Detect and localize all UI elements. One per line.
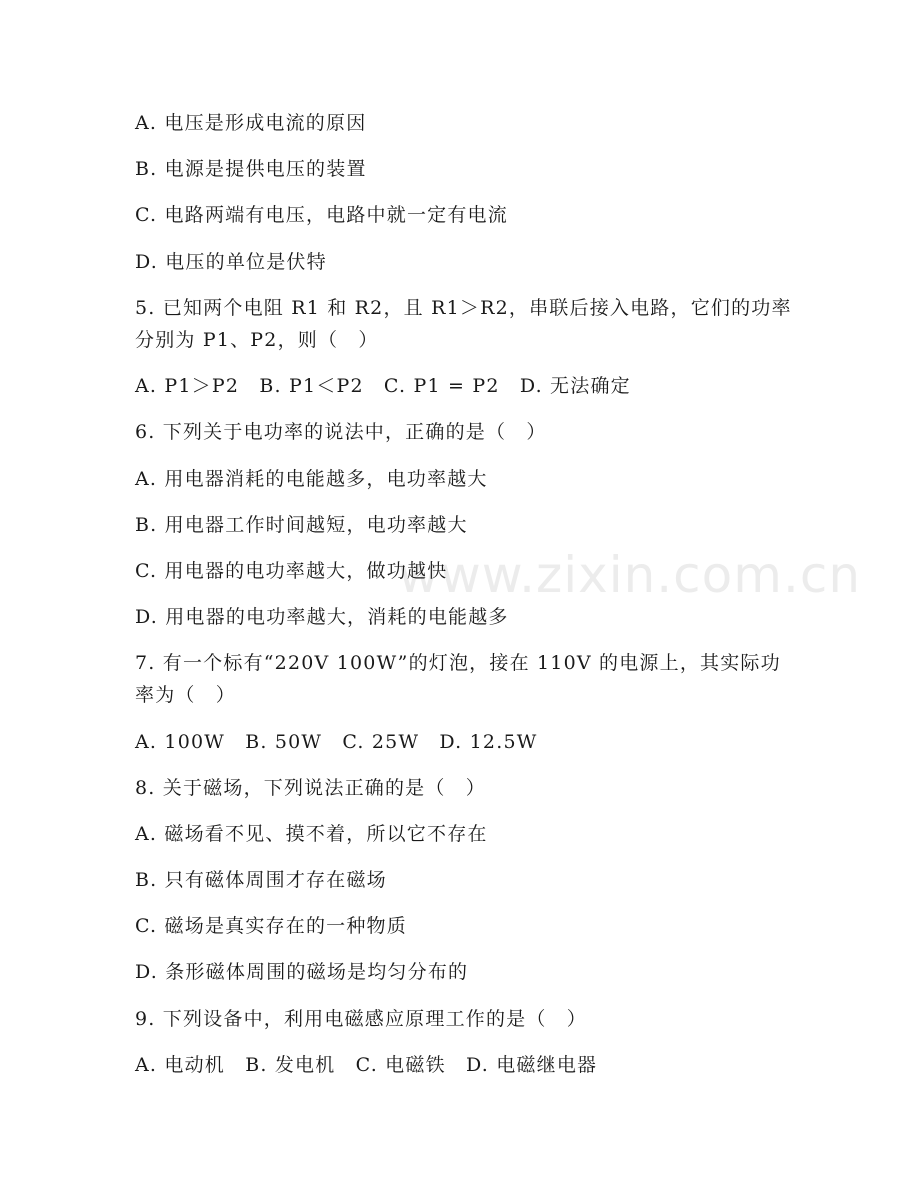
watermark: www.zixin.com.cn <box>398 546 862 604</box>
option-6a: A. 用电器消耗的电能越多，电功率越大 <box>135 468 488 490</box>
question-7-line-2: 率为（ ） <box>135 684 237 706</box>
option-4c: C. 电路两端有电压，电路中就一定有电流 <box>135 204 508 226</box>
option-4d: D. 电压的单位是伏特 <box>135 251 327 273</box>
question-7-line-1: 7. 有一个标有“220V 100W”的灯泡，接在 110V 的电源上，其实际功 <box>135 652 781 674</box>
question-8: 8. 关于磁场，下列说法正确的是（ ） <box>135 777 486 799</box>
option-4a: A. 电压是形成电流的原因 <box>135 112 367 134</box>
option-8d: D. 条形磁体周围的磁场是均匀分布的 <box>135 961 469 983</box>
option-8b: B. 只有磁体周围才存在磁场 <box>135 869 387 891</box>
option-6b: B. 用电器工作时间越短，电功率越大 <box>135 514 468 536</box>
option-8c: C. 磁场是真实存在的一种物质 <box>135 915 407 937</box>
options-7: A. 100W B. 50W C. 25W D. 12.5W <box>135 731 538 753</box>
question-5-line-2: 分别为 P1、P2，则（ ） <box>135 329 379 351</box>
question-5-line-1: 5. 已知两个电阻 R1 和 R2，且 R1＞R2，串联后接入电路，它们的功率 <box>135 297 792 319</box>
options-9: A. 电动机 B. 发电机 C. 电磁铁 D. 电磁继电器 <box>135 1054 598 1076</box>
option-6c: C. 用电器的电功率越大，做功越快 <box>135 560 448 582</box>
option-4b: B. 电源是提供电压的装置 <box>135 158 367 180</box>
option-6d: D. 用电器的电功率越大，消耗的电能越多 <box>135 606 509 628</box>
options-5: A. P1＞P2 B. P1＜P2 C. P1 = P2 D. 无法确定 <box>135 375 631 397</box>
question-9: 9. 下列设备中，利用电磁感应原理工作的是（ ） <box>135 1008 587 1030</box>
question-6: 6. 下列关于电功率的说法中，正确的是（ ） <box>135 421 547 443</box>
option-8a: A. 磁场看不见、摸不着，所以它不存在 <box>135 823 488 845</box>
